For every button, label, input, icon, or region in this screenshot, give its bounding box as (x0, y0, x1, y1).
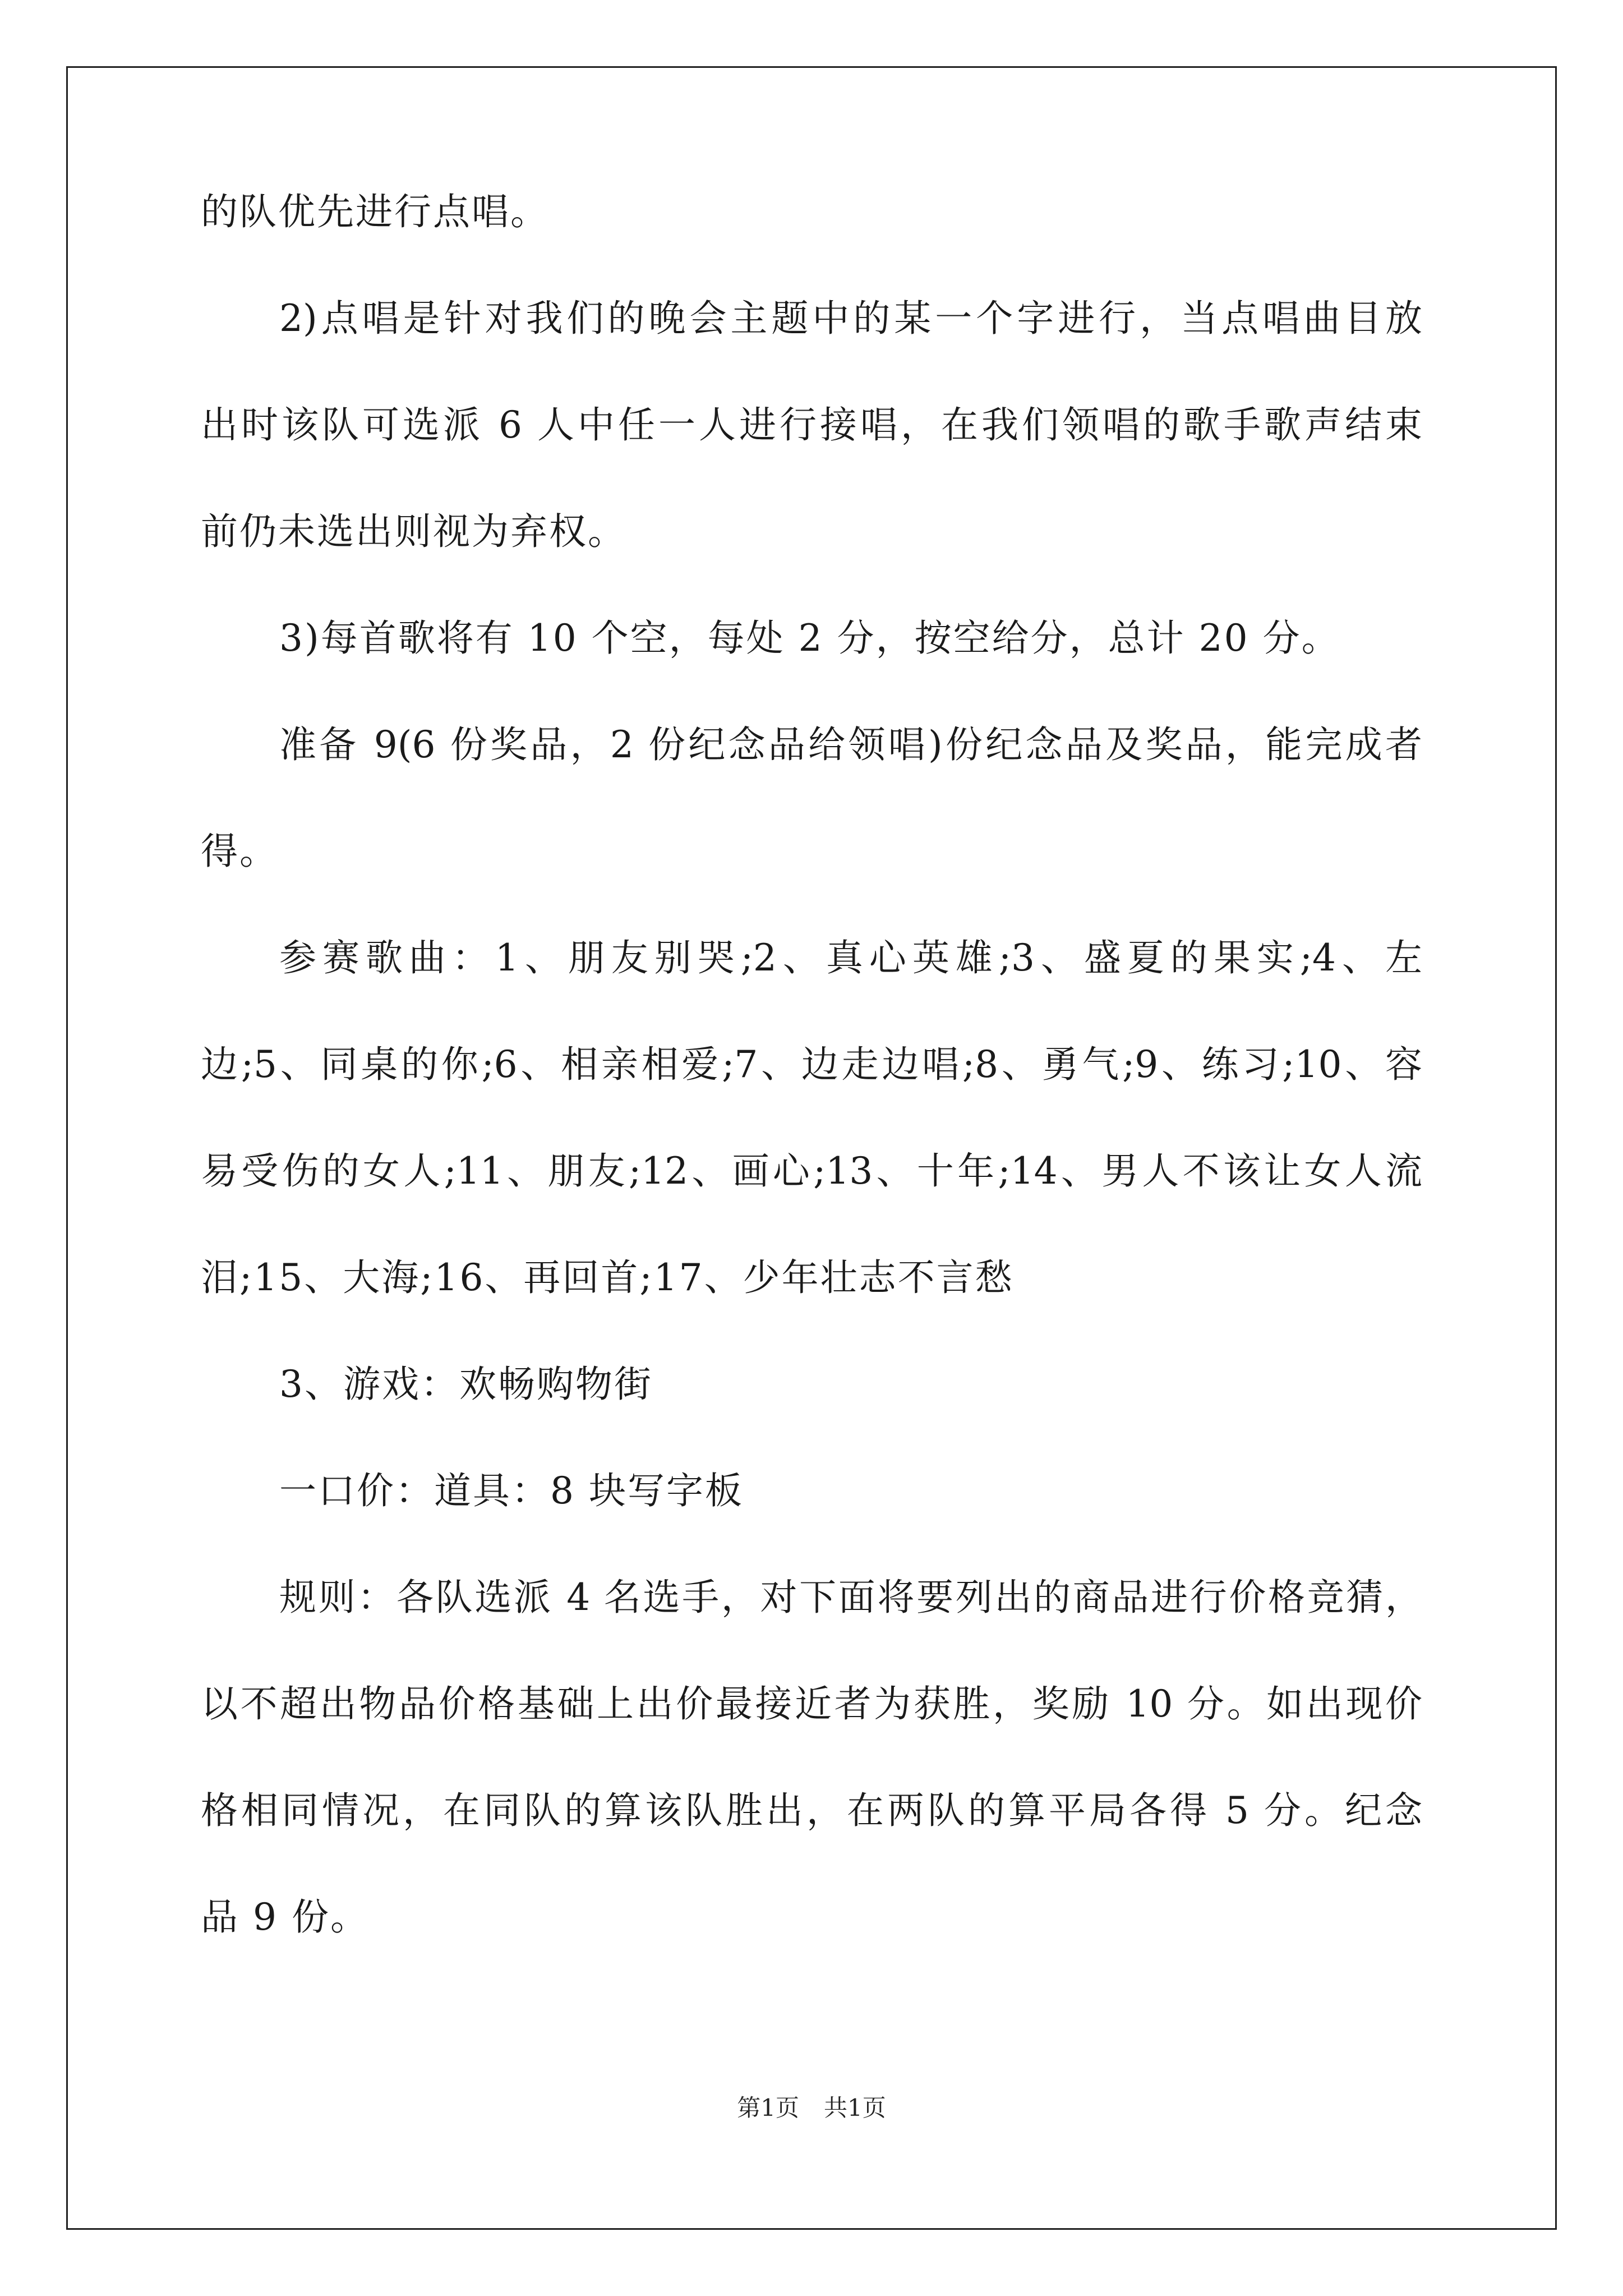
paragraph-line-17: 品 9 份。 (201, 1895, 369, 1939)
paragraph-line-4: 前仍未选出则视为弃权。 (201, 510, 626, 553)
paragraph-line-3: 出时该队可选派 6 人中任一人进行接唱，在我们领唱的歌手歌声结束 (201, 403, 1422, 447)
paragraph-line-13: 一口价：道具：8 块写字板 (279, 1469, 744, 1512)
paragraph-line-2: 2)点唱是针对我们的晚会主题中的某一个字进行，当点唱曲目放 (279, 297, 1422, 340)
paragraph-line-10: 易受伤的女人;11、朋友;12、画心;13、十年;14、男人不该让女人流 (201, 1149, 1422, 1193)
paragraph-line-6: 准备 9(6 份奖品，2 份纪念品给领唱)份纪念品及奖品，能完成者 (279, 723, 1422, 766)
paragraph-line-15: 以不超出物品价格基础上出价最接近者为获胜，奖励 10 分。如出现价 (201, 1682, 1422, 1726)
paragraph-line-9: 边;5、同桌的你;6、相亲相爱;7、边走边唱;8、勇气;9、练习;10、容 (201, 1043, 1422, 1086)
paragraph-line-7: 得。 (201, 830, 278, 873)
paragraph-line-8: 参赛歌曲：1、朋友别哭;2、真心英雄;3、盛夏的果实;4、左 (279, 936, 1422, 979)
paragraph-line-5: 3)每首歌将有 10 个空，每处 2 分，按空给分，总计 20 分。 (279, 616, 1340, 660)
page-number-current: 第1页 (737, 2094, 799, 2122)
paragraph-line-12: 3、游戏：欢畅购物街 (279, 1363, 653, 1406)
page-footer (0, 2091, 1623, 2125)
paragraph-line-11: 泪;15、大海;16、再回首;17、少年壮志不言愁 (201, 1256, 1014, 1299)
paragraph-line-14: 规则：各队选派 4 名选手，对下面将要列出的商品进行价格竞猜， (279, 1576, 1422, 1619)
paragraph-line-1: 的队优先进行点唱。 (201, 190, 549, 233)
paragraph-line-16: 格相同情况，在同队的算该队胜出，在两队的算平局各得 5 分。纪念 (201, 1789, 1422, 1832)
page-number-total: 共1页 (824, 2094, 886, 2122)
